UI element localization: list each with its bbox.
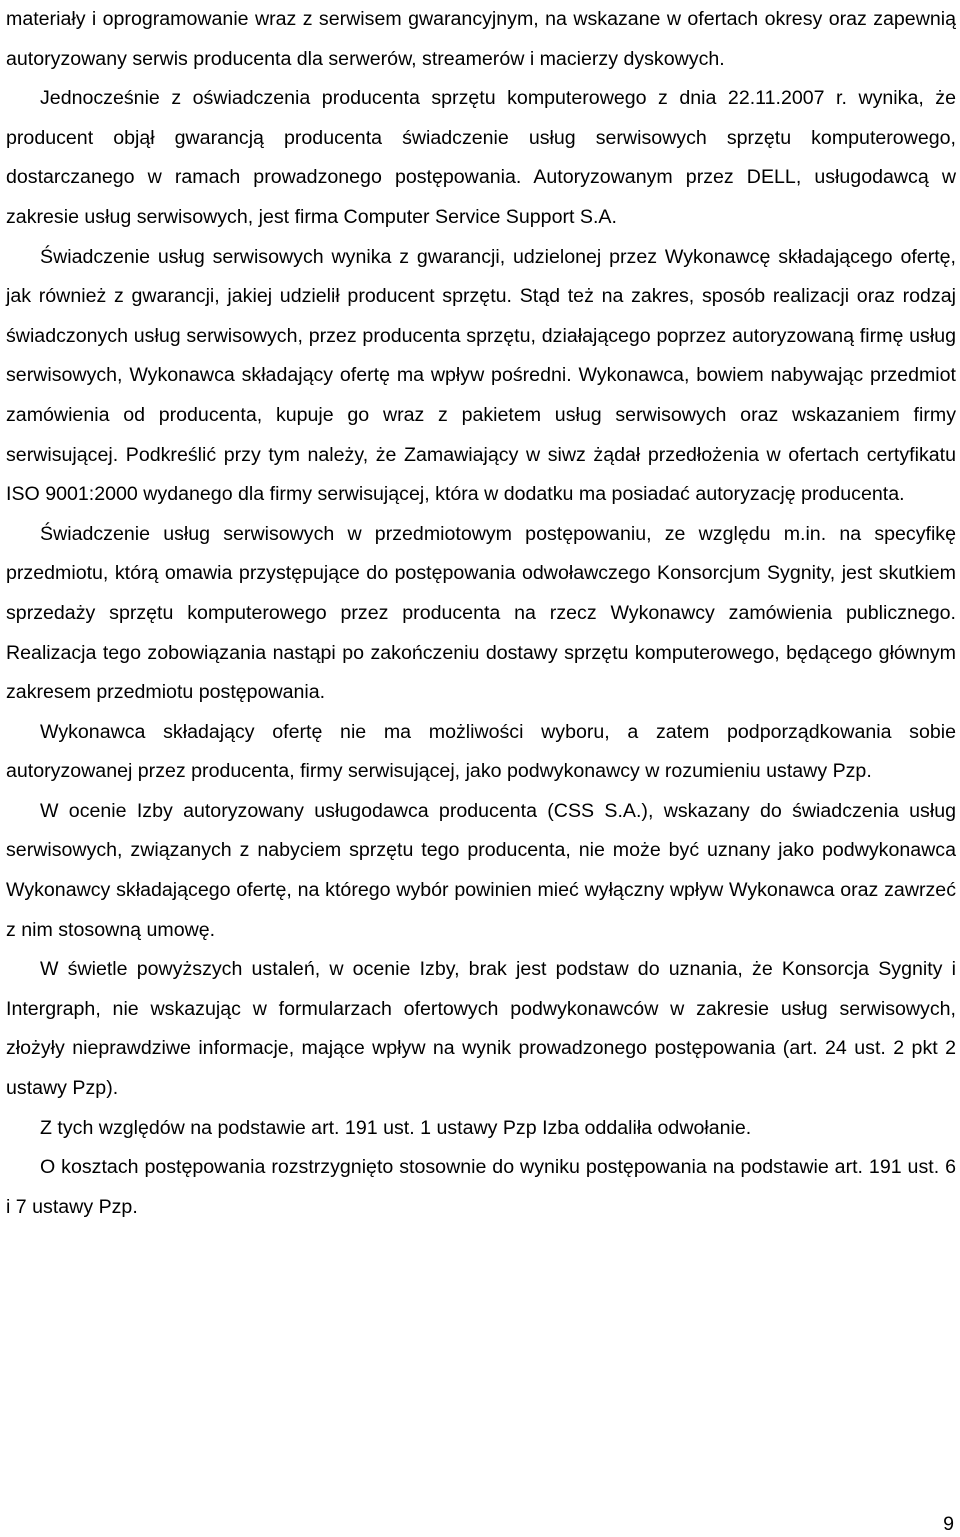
document-page (6, 0, 956, 1227)
paragraph-costs: O kosztach postępowania rozstrzygnięto stosownie do wyniku postępowania na podstawie art. 191 ust. 6 i 7 ustawy Pzp. (6, 1156, 956, 1218)
paragraph-ruling: Z tych względów na podstawie art. 191 ust. 1 ustawy Pzp Izba oddaliła odwołanie. (40, 1116, 752, 1139)
paragraph-service-specifics: Świadczenie usług serwisowych w przedmiotowym postępowaniu, ze względu m.in. na specyfikę przedmiotu, którą omawia przystępujące do postępowania odwoławczego Konsorcjum Sygnity, jest skutkiem sprzedaży sprzętu komputerowego przez producenta na rzecz Wykonawcy zamówienia publicznego. Realizacja tego zobowiązania nastąpi po zakończeniu dostawy sprzętu komputerowego, będącego głównym zakresem przedmiotu postępowania. (6, 522, 956, 704)
paragraph-chamber-opinion: W ocenie Izby autoryzowany usługodawca producenta (CSS S.A.), wskazany do świadczenia usług serwisowych, związanych z nabyciem sprzętu tego producenta, nie może być uznany jako podwykonawca Wykonawcy składającego ofertę, na którego wybór powinien mieć wyłączny wpływ Wykonawca oraz zawrzeć z nim stosowną umowę. (6, 799, 956, 941)
paragraph-manufacturer-statement: Jednocześnie z oświadczenia producenta sprzętu komputerowego z dnia 22.11.2007 r. wynika, że producent objął gwarancją producenta świadczenie usług serwisowych sprzętu komputerowego, dostarczanego w ramach prowadzonego postępowania. Autoryzowanym przez DELL, usługodawcą w zakresie usług serwisowych, jest firma Computer Service Support S.A. (6, 87, 956, 228)
paragraph-no-choice: Wykonawca składający ofertę nie ma możliwości wyboru, a zatem podporządkowania sobie autoryzowanej przez producenta, firmy serwisującej, jako podwykonawcy w rozumieniu ustawy Pzp. (6, 720, 956, 783)
page-number: 9 (943, 1513, 954, 1535)
paragraph-service-warranty: Świadczenie usług serwisowych wynika z gwarancji, udzielonej przez Wykonawcę składającego ofertę, jak również z gwarancji, jakiej udzielił producent sprzętu. Stąd też na zakres, sposób realizacji oraz rodzaj świadczonych usług serwisowych, przez producenta sprzętu, działającego poprzez autoryzowaną firmę usług serwisowych, Wykonawca składający ofertę ma wpływ pośredni. Wykonawca, bowiem nabywając przedmiot zamówienia od producenta, kupuje go wraz z pakietem usług serwisowych oraz wskazaniem firmy serwisującej. Podkreślić przy tym należy, że Zamawiający w siwz żądał przedłożenia w ofertach certyfikatu ISO 9001:2000 wydanego dla firmy serwisującej, która w dodatku ma posiadać autoryzację producenta. (6, 245, 956, 506)
paragraph-continuation: materiały i oprogramowanie wraz z serwisem gwarancyjnym, na wskazane w ofertach okresy oraz zapewnią autoryzowany serwis producenta dla serwerów, streamerów i macierzy dyskowych. (6, 8, 956, 70)
paragraph-findings: W świetle powyższych ustaleń, w ocenie Izby, brak jest podstaw do uznania, że Konsorcja Sygnity i Intergraph, nie wskazując w formularzach ofertowych podwykonawców w zakresie usług serwisowych, złożyły nieprawdziwe informacje, mające wpływ na wynik prowadzonego postępowania (art. 24 ust. 2 pkt 2 ustawy Pzp). (6, 958, 956, 1100)
